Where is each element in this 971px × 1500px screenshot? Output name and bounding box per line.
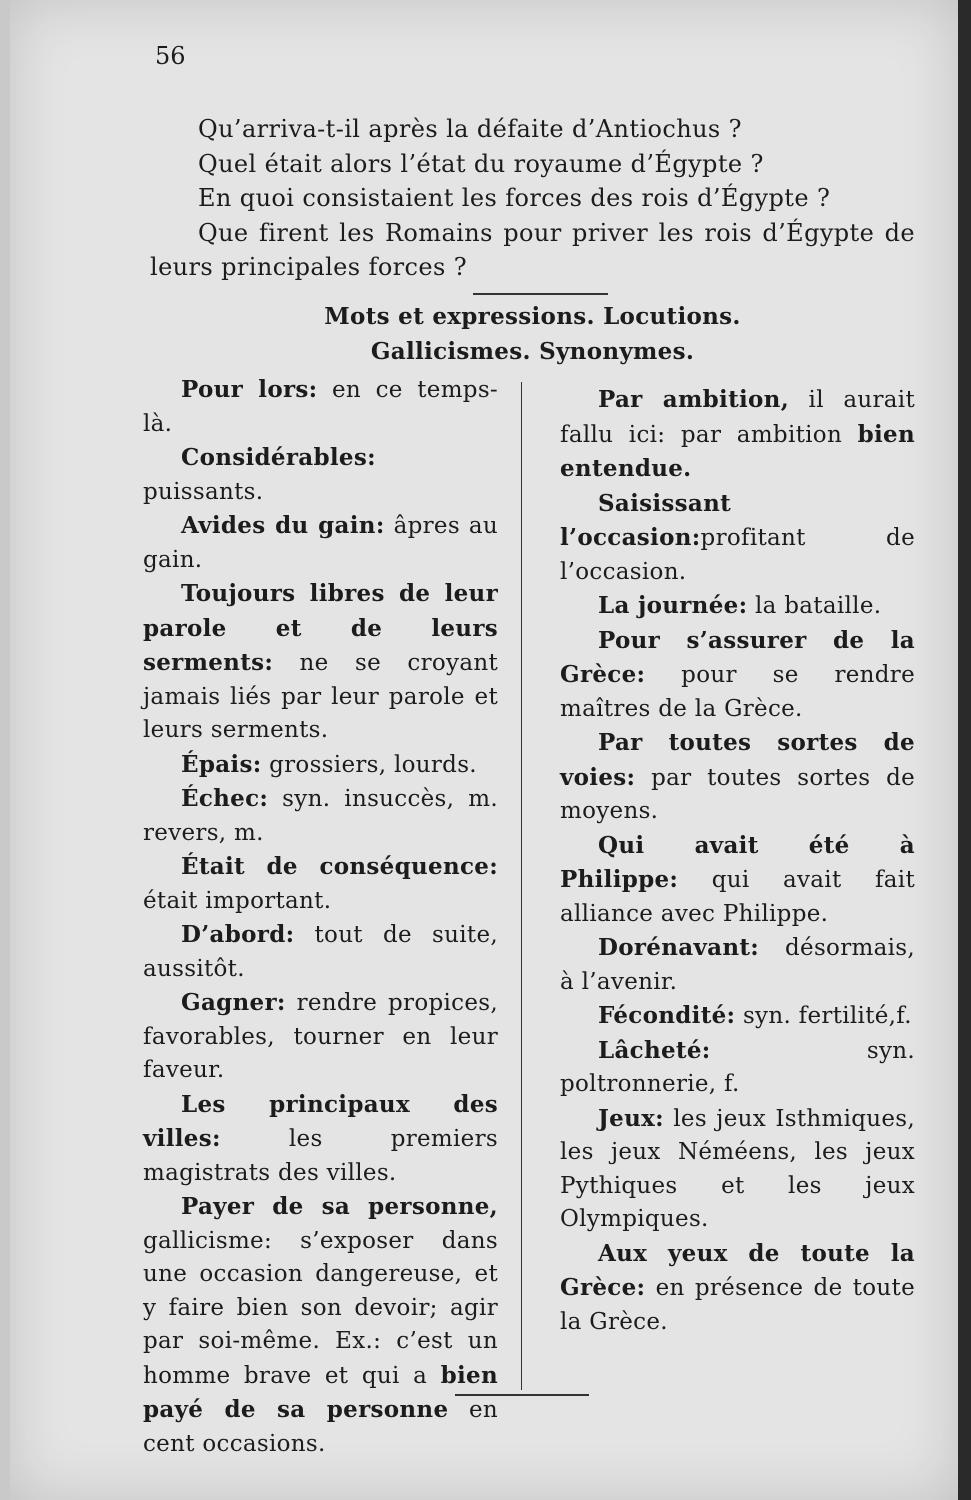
entry-term: Jeux: bbox=[598, 1104, 664, 1132]
entry-definition: en présence de toute la Grèce. bbox=[560, 1275, 915, 1335]
vocabulary-entry bbox=[143, 1190, 498, 1461]
entry-definition: en ce temps-là. bbox=[143, 377, 499, 437]
vocabulary-entry bbox=[143, 782, 498, 850]
column-divider bbox=[521, 382, 522, 1390]
entry-definition: rendre propices, favorables, tourner en leur faveur. bbox=[143, 990, 498, 1083]
entry-definition: par toutes sortes de moyens. bbox=[560, 764, 915, 824]
question: Quel était alors l’état du royaume d’Égypte ? bbox=[198, 149, 764, 178]
entry-definition: les premiers magistrats des villes. bbox=[143, 1126, 498, 1186]
entry-term: Était de conséquence: bbox=[181, 853, 498, 880]
book-spine-shadow bbox=[958, 0, 971, 1500]
vocabulary-left-column bbox=[143, 373, 498, 1461]
vocabulary-entry bbox=[560, 931, 915, 999]
section-divider-rule bbox=[473, 293, 608, 295]
section-heading: Mots et expressions. Locutions. bbox=[324, 303, 741, 330]
vocabulary-entry bbox=[560, 487, 915, 590]
vocabulary-entry bbox=[560, 726, 915, 829]
entry-definition: puissants. bbox=[143, 478, 264, 505]
entry-term-inline: bien entendue. bbox=[560, 420, 915, 482]
entry-term: La journée: bbox=[598, 592, 748, 619]
vocabulary-entry bbox=[143, 1088, 498, 1191]
entry-term-inline: bien payé de sa personne bbox=[143, 1361, 498, 1423]
entry-definition: profitant de l’occasion. bbox=[560, 525, 915, 585]
vocabulary-entry bbox=[560, 829, 915, 932]
entry-term: Toujours libres de leur parole et de leurs serments: bbox=[143, 580, 498, 676]
entry-term: Fécondité: bbox=[598, 1002, 736, 1029]
vocabulary-entry bbox=[143, 986, 498, 1088]
vocabulary-right-column bbox=[560, 383, 915, 1339]
entry-definition: syn. fertilité,f. bbox=[735, 1003, 912, 1029]
entry-definition: syn. poltronnerie, f. bbox=[560, 1037, 915, 1097]
entry-definition: les jeux Isthmiques, les jeux Néméens, les jeux Pythiques et les jeux Olympiques. bbox=[560, 1105, 915, 1232]
entry-definition: désormais, à l’avenir. bbox=[560, 935, 915, 995]
entry-definition: tout de suite, aussitôt. bbox=[143, 922, 498, 982]
entry-term: D’abord: bbox=[181, 921, 295, 948]
entry-term: Lâcheté: bbox=[598, 1036, 711, 1064]
vocabulary-entry bbox=[143, 748, 498, 783]
vocabulary-entry bbox=[560, 1102, 915, 1237]
entry-term: Payer de sa personne, bbox=[181, 1193, 498, 1220]
entry-definition: il aurait fallu ici: par ambition bbox=[560, 387, 915, 448]
vocabulary-entry bbox=[560, 1237, 915, 1340]
entry-term: Pour lors: bbox=[181, 376, 318, 403]
end-rule bbox=[455, 1394, 589, 1396]
entry-definition: la bataille. bbox=[747, 593, 882, 619]
vocabulary-entry bbox=[560, 1034, 915, 1102]
entry-term: Avides du gain: bbox=[181, 512, 385, 539]
vocabulary-entry bbox=[143, 918, 498, 986]
entry-definition: gallicisme: s’exposer dans une occasion dangereuse, et y faire bien son devoir; agir par soi-même. Ex.: c’est un homme brave et qui a bbox=[143, 1227, 498, 1389]
vocabulary-entry bbox=[143, 441, 498, 509]
book-page bbox=[10, 0, 958, 1500]
entry-definition: âpres au gain. bbox=[143, 513, 498, 573]
vocabulary-entry bbox=[143, 577, 498, 748]
vocabulary-entry bbox=[143, 850, 498, 918]
entry-term: Épais: bbox=[181, 750, 262, 778]
entry-definition: qui avait fait alliance avec Philippe. bbox=[560, 867, 915, 927]
question: En quoi consistaient les forces des rois d’Égypte ? bbox=[198, 184, 831, 212]
vocabulary-entry bbox=[560, 999, 915, 1034]
entry-term: Pour s’assurer de la Grèce: bbox=[560, 626, 915, 688]
page-number: 56 bbox=[155, 42, 186, 70]
question: Que firent les Romains pour priver les rois d’Égypte de leurs principales forces ? bbox=[150, 218, 915, 281]
review-questions bbox=[150, 112, 915, 285]
entry-term: Qui avait été à Philippe: bbox=[560, 831, 915, 893]
question: Qu’arriva-t-il après la défaite d’Antiochus ? bbox=[198, 115, 742, 143]
entry-definition: syn. insuccès, m. revers, m. bbox=[143, 786, 498, 846]
vocabulary-entry bbox=[560, 624, 915, 727]
entry-term: Aux yeux de toute la Grèce: bbox=[560, 1239, 915, 1301]
entry-term: Par ambition, bbox=[598, 386, 790, 413]
vocabulary-entry bbox=[560, 589, 915, 624]
entry-term: Saisissant l’occasion: bbox=[560, 489, 732, 551]
vocabulary-entry bbox=[560, 383, 915, 487]
entry-term: Échec: bbox=[181, 785, 269, 812]
entry-definition: pour se rendre maîtres de la Grèce. bbox=[560, 662, 915, 722]
entry-definition: était important. bbox=[143, 887, 332, 914]
entry-term: Par toutes sortes de voies: bbox=[560, 729, 915, 791]
section-subheading: Gallicismes. Synonymes. bbox=[370, 338, 695, 365]
vocabulary-entry bbox=[143, 373, 498, 441]
entry-definition-tail: en cent occasions. bbox=[143, 1397, 498, 1457]
entry-term: Les principaux des villes: bbox=[143, 1090, 498, 1152]
entry-term: Considérables: bbox=[181, 444, 376, 471]
entry-term: Dorénavant: bbox=[598, 934, 760, 961]
entry-definition: ne se croyant jamais liés par leur parole et leurs serments. bbox=[143, 650, 498, 743]
vocabulary-entry bbox=[143, 509, 498, 577]
entry-term: Gagner: bbox=[181, 989, 286, 1016]
entry-definition: grossiers, lourds. bbox=[261, 751, 477, 778]
